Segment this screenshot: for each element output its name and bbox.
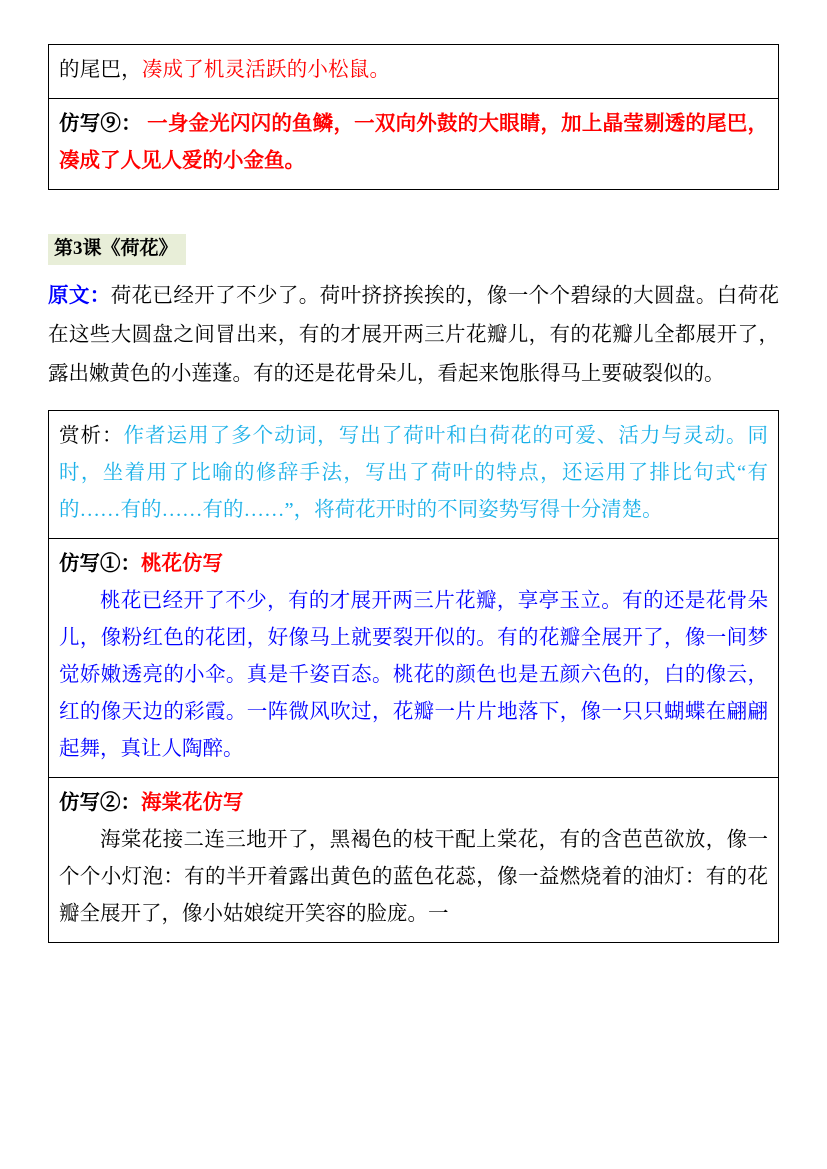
- analysis-body: 作者运用了多个动词，写出了荷叶和白荷花的可爱、活力与灵动。同时，坐着用了比喻的修辞手法，写出了荷叶的特点，还运用了排比句式“有的……有的……有的……”，将荷花开时的不同姿势写得十分清楚。: [59, 425, 768, 521]
- lesson-heading: 第3课《荷花》: [48, 234, 186, 265]
- top-table: [48, 44, 779, 190]
- table-row: [49, 45, 778, 99]
- table-row-analysis: [49, 411, 778, 539]
- paragraph-gap: [48, 394, 779, 410]
- imitation-9-label: 仿写⑨：: [59, 113, 142, 135]
- original-text-paragraph: [48, 277, 779, 394]
- analysis-label: 赏析：: [59, 425, 124, 447]
- lesson-heading-wrap: [48, 234, 779, 265]
- continuation-red-text: 凑成了机灵活跃的小松鼠。: [141, 59, 391, 81]
- original-text-label: 原文：: [48, 285, 111, 307]
- imitation-1-title: 桃花仿写: [141, 553, 223, 575]
- continuation-line: [59, 52, 768, 89]
- analysis-cell: [59, 418, 768, 529]
- imitation-1-body: 桃花已经开了不少，有的才展开两三片花瓣，享亭玉立。有的还是花骨朵儿，像粉红色的花团，好像马上就要裂开似的。有的花瓣全展开了，像一间梦觉娇嫩透亮的小伞。真是千姿百态。桃花的颜色也是五颜六色的，白的像云，红的像天边的彩霞。一阵微风吹过，花瓣一片片地落下，像一只只蝴蝶在翩翩起舞，真让人陶醉。: [59, 590, 768, 760]
- imitation-2-title: 海棠花仿写: [141, 792, 244, 814]
- imitation-2-body: 海棠花接二连三地开了，黑褐色的枝干配上棠花，有的含芭芭欲放，像一个个小灯泡：有的半开着露出黄色的蓝色花蕊，像一益燃烧着的油灯：有的花瓣全展开了，像小姑娘绽开笑容的脸庞。一: [59, 829, 768, 925]
- imitation-1-header: [59, 546, 768, 583]
- analysis-table: [48, 410, 779, 943]
- table-row-imitation-1: [49, 539, 778, 778]
- continuation-black-text: 的尾巴，: [59, 59, 142, 81]
- table-row-imitation-2: [49, 778, 778, 943]
- imitation-1-label: 仿写①：: [59, 553, 141, 575]
- imitation-2-label: 仿写②：: [59, 792, 141, 814]
- imitation-9-body: 一身金光闪闪的鱼鳞，一双向外鼓的大眼睛，加上晶莹剔透的尾巴，凑成了人见人爱的小金鱼。: [59, 113, 769, 172]
- table-row: [49, 99, 778, 190]
- section-gap: [48, 190, 779, 234]
- imitation-2-header: [59, 785, 768, 822]
- original-text-body: 荷花已经开了不少了。荷叶挤挤挨挨的，像一个个碧绿的大圆盘。白荷花在这些大圆盘之间冒出来，有的才展开两三片花瓣儿，有的花瓣儿全都展开了，露出嫩黄色的小莲蓬。有的还是花骨朵儿，看起来饱胀得马上要破裂似的。: [48, 285, 780, 385]
- imitation-9: [59, 106, 768, 180]
